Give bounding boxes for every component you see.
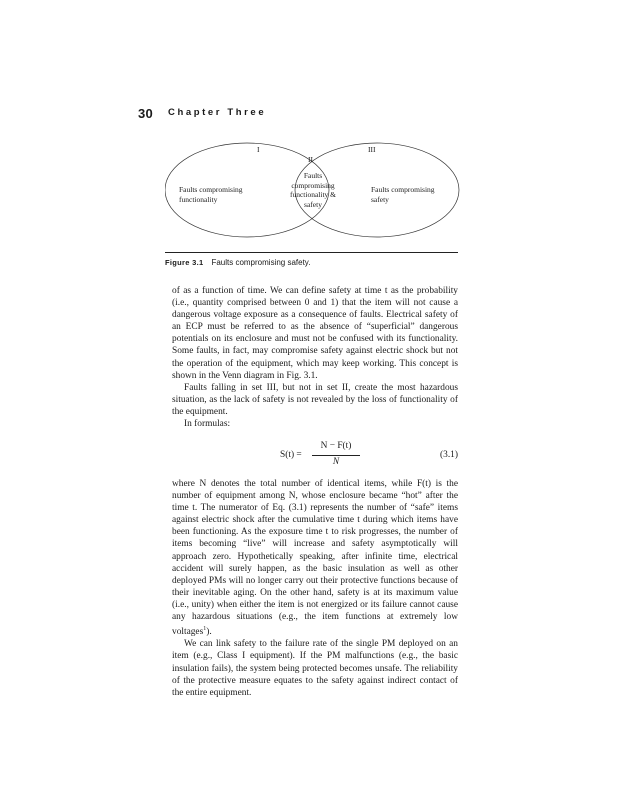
formula-lhs: S(t) =	[280, 450, 302, 460]
paragraph: We can link safety to the failure rate of the single PM deployed on an item (e.g., Class I equipment). If the PM malfunctions (e.g., the basic insulation fails), the system being protected becomes unsafe. The reliability of the protective measure equates to the safety against indirect contact of the entire equipment.	[172, 639, 458, 698]
middle-label-line: functionality &	[289, 190, 337, 199]
figure-label: Figure 3.1	[165, 258, 204, 267]
middle-label-line: compromising	[291, 180, 335, 190]
right-label-line: Faults compromising	[371, 185, 435, 194]
caption-rule	[165, 252, 458, 253]
middle-label-line: Faults	[303, 171, 323, 180]
figure-caption	[165, 258, 310, 267]
paragraph-end: ).	[206, 627, 212, 638]
middle-label-line: safety	[304, 199, 322, 209]
left-label-line: Faults compromising	[179, 185, 243, 194]
body-text-lower	[172, 478, 458, 699]
formula-numerator: N − F(t)	[320, 441, 352, 451]
paragraph: of as a function of time. We can define safety at time t as the probability (i.e., quantity comprised between 0 and 1) that the item will not cause a dangerous voltage exposure as a consequence of faults. Electrical safety of an ECP must be referred to as the absence of “superficial” dangerous potentials on its enclosure and must not be confused with its functionality. Some faults, in fact, may compromise safety against electric shock but not the operation of the equipment, which may keep working. This concept is shown in the Venn diagram in Fig. 3.1.	[172, 286, 458, 381]
paragraph: In formulas:	[184, 419, 231, 430]
body-text-upper	[172, 285, 458, 430]
right-region-label	[371, 185, 435, 204]
right-label-line: safety	[371, 194, 389, 204]
paragraph: Faults falling in set III, but not in set II, create the most hazardous situation, as the lack of safety is not revealed by the loss of functionality of the equipment.	[172, 382, 458, 417]
left-label-line: functionality	[179, 194, 218, 204]
figure-caption-text: Faults compromising safety.	[211, 258, 311, 267]
set-I-label: I	[257, 145, 260, 154]
formula-denominator: N	[332, 457, 340, 467]
set-III-label: III	[368, 145, 376, 154]
paragraph	[172, 478, 458, 638]
middle-region-label	[285, 171, 341, 209]
venn-diagram	[165, 140, 460, 260]
equation-number: (3.1)	[440, 450, 458, 460]
set-II-label: II	[308, 155, 313, 164]
fraction-bar	[312, 455, 360, 456]
left-region-label	[179, 185, 243, 204]
page-number: 30	[138, 106, 154, 121]
footnote-ref: 1	[203, 626, 207, 633]
equation-3-1	[172, 438, 458, 472]
paragraph-text: where N denotes the total number of identical items, while F(t) is the number of equipment among N, whose enclosure became “hot” after the time t. The numerator of Eq. (3.1) represents the number of “safe” items against electric shock after the cumulative time t during which items have been functioning. As the exposure time t to risk progresses, the number of items becoming “live” will increase and safety asymptotically will approach zero. Hypothetically speaking, after infinite time, electrical accident will surely happen, as the basic insulation as well as other deployed PMs will no longer carry out their protective functions because of their inevitable aging. On the other hand, safety is at its maximum value (i.e., unity) when either the item is not energized or its failure cannot cause any hazardous situations (e.g., the item functions at extremely low voltages	[172, 479, 458, 638]
chapter-title: Chapter Three	[168, 107, 267, 118]
